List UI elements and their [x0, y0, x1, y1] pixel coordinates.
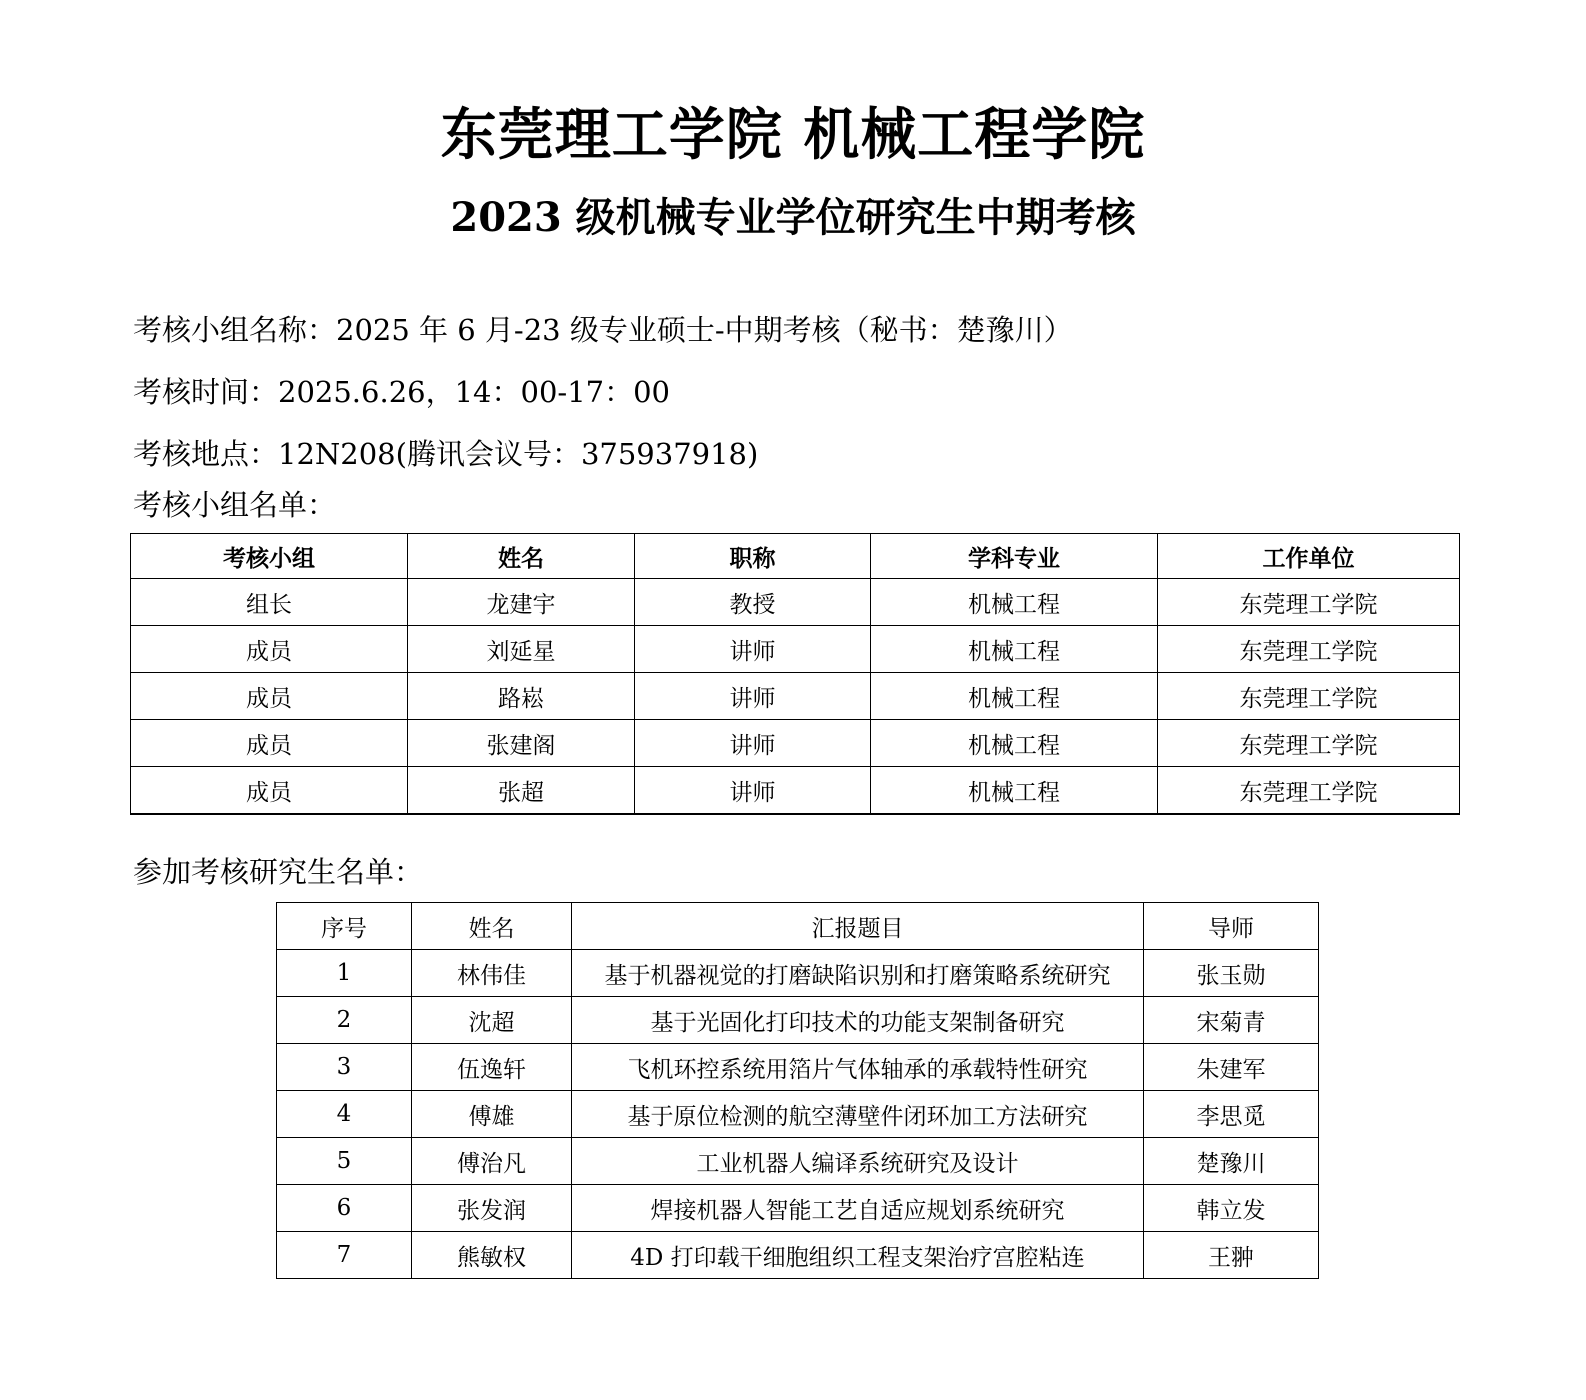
committee-affiliation-cell: 东莞理工学院 [1158, 720, 1460, 767]
committee-name-cell: 刘延星 [408, 626, 635, 673]
committee-title-cell: 教授 [635, 579, 871, 626]
committee-header-cell: 学科专业 [871, 534, 1158, 579]
committee-role-cell: 成员 [131, 626, 408, 673]
student-name-cell: 林伟佳 [412, 950, 572, 997]
student-advisor-cell: 朱建军 [1144, 1044, 1319, 1091]
committee-discipline-cell: 机械工程 [871, 767, 1158, 815]
student-topic-cell: 基于原位检测的航空薄壁件闭环加工方法研究 [572, 1091, 1144, 1138]
student-name-cell: 沈超 [412, 997, 572, 1044]
student-index-cell: 1 [277, 950, 412, 997]
student-index-cell: 3 [277, 1044, 412, 1091]
group-name-line: 考核小组名称：2025 年 6 月-23 级专业硕士-中期考核（秘书：楚豫川） [133, 313, 1073, 347]
student-header-cell: 序号 [277, 903, 412, 950]
committee-name-cell: 张建阁 [408, 720, 635, 767]
committee-title-cell: 讲师 [635, 767, 871, 815]
committee-header-cell: 考核小组 [131, 534, 408, 579]
student-index-cell: 2 [277, 997, 412, 1044]
committee-name-cell: 龙建宇 [408, 579, 635, 626]
student-index-cell: 4 [277, 1091, 412, 1138]
committee-role-cell: 组长 [131, 579, 408, 626]
students-heading: 参加考核研究生名单： [133, 855, 424, 889]
student-topic-cell: 飞机环控系统用箔片气体轴承的承载特性研究 [572, 1044, 1144, 1091]
student-advisor-cell: 李思觅 [1144, 1091, 1319, 1138]
student-index-cell: 6 [277, 1185, 412, 1232]
student-advisor-cell: 韩立发 [1144, 1185, 1319, 1232]
table-row [277, 1091, 1319, 1138]
table-row [131, 673, 1460, 720]
committee-heading: 考核小组名单： [133, 488, 337, 522]
committee-table [130, 533, 1460, 815]
student-index-cell: 5 [277, 1138, 412, 1185]
committee-title-cell: 讲师 [635, 720, 871, 767]
student-topic-cell: 基于机器视觉的打磨缺陷识别和打磨策略系统研究 [572, 950, 1144, 997]
exam-location-line: 考核地点：12N208(腾讯会议号：375937918) [133, 437, 759, 471]
exam-time-line: 考核时间：2025.6.26，14：00-17：00 [133, 375, 670, 409]
student-header-cell: 姓名 [412, 903, 572, 950]
table-row [131, 626, 1460, 673]
committee-title-cell: 讲师 [635, 673, 871, 720]
committee-discipline-cell: 机械工程 [871, 626, 1158, 673]
student-header-cell: 导师 [1144, 903, 1319, 950]
page-subtitle: 2023 级机械专业学位研究生中期考核 [450, 194, 1136, 241]
committee-role-cell: 成员 [131, 673, 408, 720]
student-name-cell: 熊敏权 [412, 1232, 572, 1279]
student-header-row [277, 903, 1319, 950]
student-advisor-cell: 张玉勋 [1144, 950, 1319, 997]
student-advisor-cell: 楚豫川 [1144, 1138, 1319, 1185]
committee-name-cell: 路崧 [408, 673, 635, 720]
table-row [131, 579, 1460, 626]
committee-discipline-cell: 机械工程 [871, 720, 1158, 767]
table-row [277, 1138, 1319, 1185]
table-row [131, 720, 1460, 767]
page-title: 东莞理工学院 机械工程学院 [440, 102, 1146, 168]
committee-discipline-cell: 机械工程 [871, 673, 1158, 720]
table-row [277, 1185, 1319, 1232]
student-topic-cell: 工业机器人编译系统研究及设计 [572, 1138, 1144, 1185]
student-topic-cell: 4D 打印载干细胞组织工程支架治疗宫腔粘连 [572, 1232, 1144, 1279]
committee-role-cell: 成员 [131, 767, 408, 815]
committee-discipline-cell: 机械工程 [871, 579, 1158, 626]
committee-affiliation-cell: 东莞理工学院 [1158, 673, 1460, 720]
committee-header-row [131, 534, 1460, 579]
student-name-cell: 傅治凡 [412, 1138, 572, 1185]
committee-affiliation-cell: 东莞理工学院 [1158, 767, 1460, 815]
student-table [276, 902, 1319, 1279]
student-header-cell: 汇报题目 [572, 903, 1144, 950]
student-topic-cell: 基于光固化打印技术的功能支架制备研究 [572, 997, 1144, 1044]
table-row [131, 767, 1460, 815]
committee-role-cell: 成员 [131, 720, 408, 767]
committee-title-cell: 讲师 [635, 626, 871, 673]
committee-header-cell: 姓名 [408, 534, 635, 579]
table-row [277, 950, 1319, 997]
table-row [277, 1044, 1319, 1091]
table-row [277, 997, 1319, 1044]
table-row [277, 1232, 1319, 1279]
student-index-cell: 7 [277, 1232, 412, 1279]
student-name-cell: 伍逸轩 [412, 1044, 572, 1091]
student-name-cell: 张发润 [412, 1185, 572, 1232]
student-advisor-cell: 宋菊青 [1144, 997, 1319, 1044]
committee-header-cell: 工作单位 [1158, 534, 1460, 579]
student-topic-cell: 焊接机器人智能工艺自适应规划系统研究 [572, 1185, 1144, 1232]
committee-affiliation-cell: 东莞理工学院 [1158, 626, 1460, 673]
committee-affiliation-cell: 东莞理工学院 [1158, 579, 1460, 626]
student-advisor-cell: 王翀 [1144, 1232, 1319, 1279]
committee-header-cell: 职称 [635, 534, 871, 579]
student-name-cell: 傅雄 [412, 1091, 572, 1138]
committee-name-cell: 张超 [408, 767, 635, 815]
